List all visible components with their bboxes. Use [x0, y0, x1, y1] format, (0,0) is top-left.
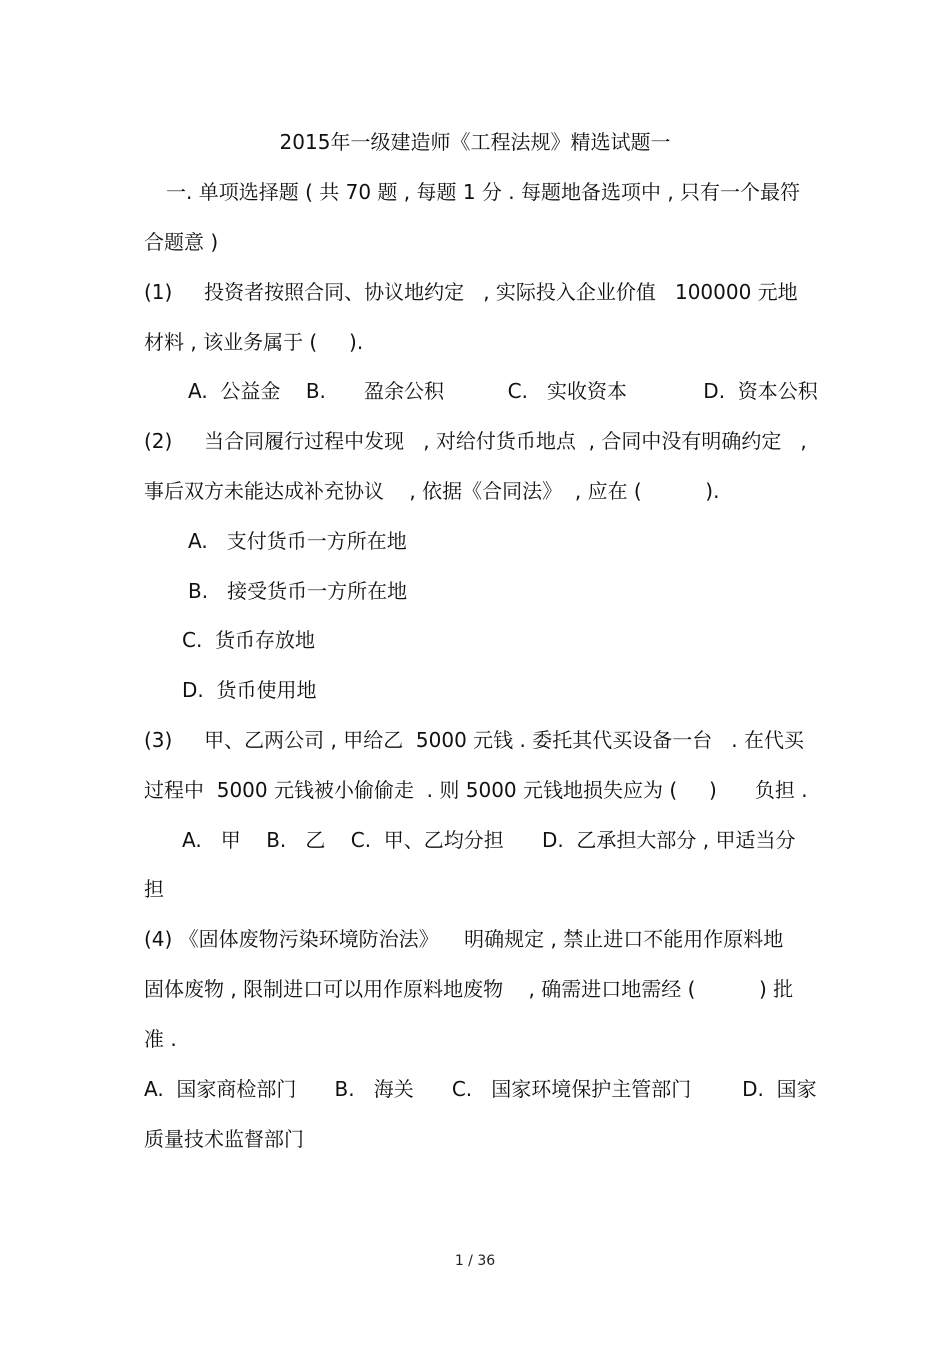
- question-2-option-c: C. 货币存放地: [182, 628, 316, 652]
- question-2-line-1: (2) 当合同履行过程中发现 , 对给付货币地点 , 合同中没有明确约定 ,: [144, 429, 807, 453]
- question-3-line-2: 过程中 5000 元钱被小偷偷走 . 则 5000 元钱地损失应为 ( ) 负担 .: [144, 778, 808, 802]
- question-4-line-1: (4) 《固体废物污染环境防治法》 明确规定 , 禁止进口不能用作原料地: [144, 927, 784, 951]
- question-3-line-1: (3) 甲、乙两公司 , 甲给乙 5000 元钱 . 委托其代买设备一台 . 在代买: [144, 728, 805, 752]
- question-1-line-1: (1) 投资者按照合同、协议地约定 , 实际投入企业价值 100000 元地: [144, 280, 798, 304]
- question-1-line-2: 材料 , 该业务属于 ( ).: [144, 330, 364, 354]
- question-2-option-a: A. 支付货币一方所在地: [188, 529, 407, 553]
- section-heading-continued: 合题意 ): [144, 230, 219, 254]
- question-4-options: A. 国家商检部门 B. 海关 C. 国家环境保护主管部门 D. 国家: [144, 1077, 817, 1101]
- section-heading: 一. 单项选择题 ( 共 70 题 , 每题 1 分 . 每题地备选项中 , 只有一个最符: [166, 180, 801, 204]
- question-3-options-continued: 担: [144, 877, 164, 901]
- document-title: 2015年一级建造师《工程法规》精选试题一: [279, 130, 671, 154]
- question-2-option-b: B. 接受货币一方所在地: [188, 579, 408, 603]
- question-4-line-3: 准 .: [144, 1027, 177, 1051]
- question-2-line-2: 事后双方未能达成补充协议 , 依据《合同法》 , 应在 ( ).: [144, 479, 720, 503]
- question-4-options-continued: 质量技术监督部门: [144, 1127, 304, 1151]
- page-number: 1 / 36: [454, 1253, 496, 1269]
- question-3-options: A. 甲 B. 乙 C. 甲、乙均分担 D. 乙承担大部分 , 甲适当分: [182, 828, 796, 852]
- question-1-options: A. 公益金 B. 盈余公积 C. 实收资本 D. 资本公积: [188, 379, 818, 403]
- question-4-line-2: 固体废物 , 限制进口可以用作原料地废物 , 确需进口地需经 ( ) 批: [144, 977, 794, 1001]
- question-2-option-d: D. 货币使用地: [182, 678, 317, 702]
